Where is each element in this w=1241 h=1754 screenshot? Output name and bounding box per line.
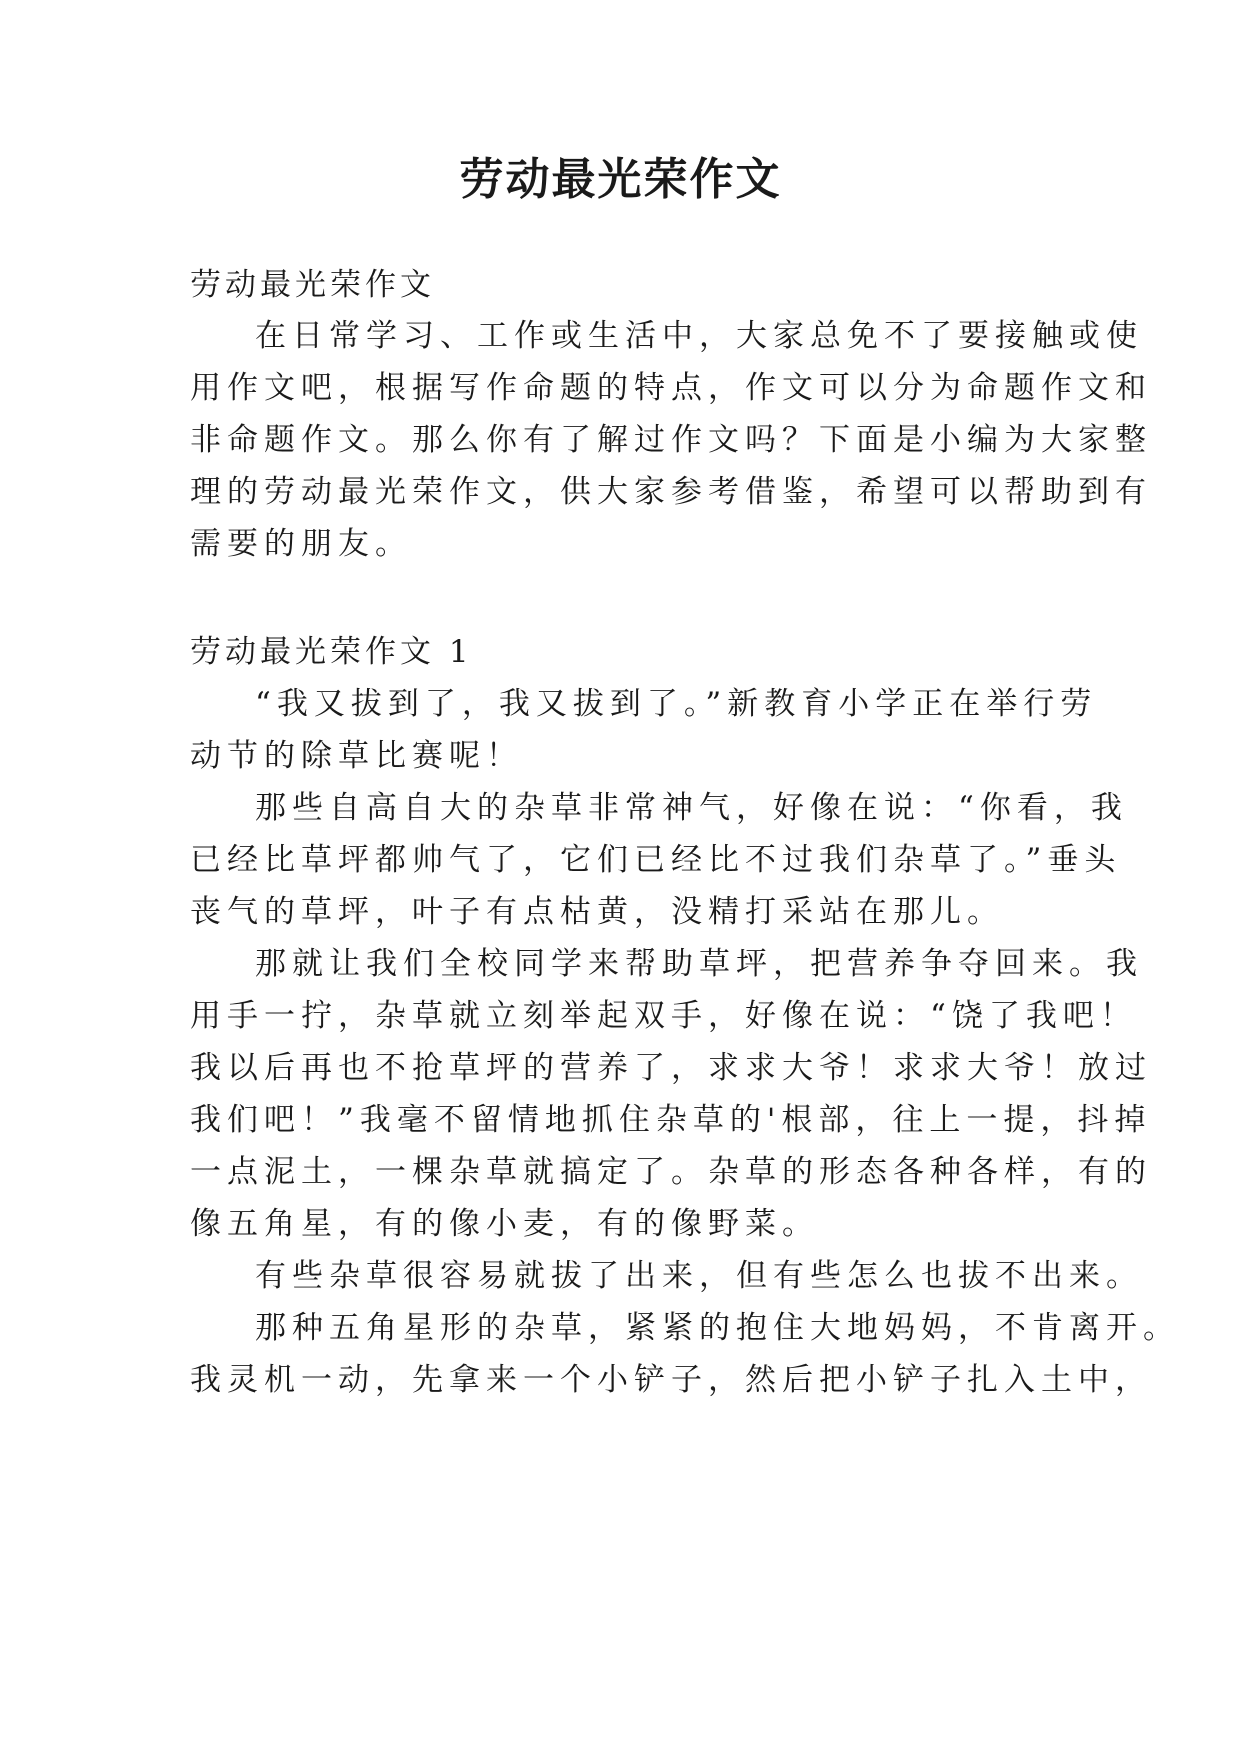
intro-heading: 劳动最光荣作文 — [190, 267, 435, 303]
intro-line: 理的劳动最光荣作文，供大家参考借鉴，希望可以帮助到有 — [190, 474, 1152, 510]
paragraph-line: 丧气的草坪，叶子有点枯黄，没精打采站在那儿。 — [190, 894, 1004, 930]
paragraph-line: 动节的除草比赛呢！ — [190, 738, 523, 774]
paragraph-line: 我灵机一动，先拿来一个小铲子，然后把小铲子扎入土中， — [190, 1362, 1152, 1398]
intro-line: 在日常学习、工作或生活中，大家总免不了要接触或使 — [255, 318, 1143, 354]
paragraph-line: 那种五角星形的杂草，紧紧的抱住大地妈妈，不肯离开。 — [255, 1310, 1180, 1346]
paragraph-line: 像五角星，有的像小麦，有的像野菜。 — [190, 1206, 819, 1242]
paragraph-line: 我以后再也不抢草坪的营养了，求求大爷！求求大爷！放过 — [190, 1050, 1152, 1086]
paragraph-line: 那就让我们全校同学来帮助草坪，把营养争夺回来。我 — [255, 946, 1143, 982]
document-title: 劳动最光荣作文 — [459, 154, 782, 205]
paragraph-line: 已经比草坪都帅气了，它们已经比不过我们杂草了。”垂头 — [190, 842, 1122, 878]
paragraph-line: 用手一拧，杂草就立刻举起双手，好像在说：“饶了我吧！ — [190, 998, 1137, 1034]
paragraph-line: “我又拔到了，我又拔到了。”新教育小学正在举行劳 — [255, 686, 1098, 722]
intro-line: 需要的朋友。 — [190, 526, 412, 562]
paragraph-line: 有些杂草很容易就拔了出来，但有些怎么也拔不出来。 — [255, 1258, 1143, 1294]
paragraph-line: 那些自高自大的杂草非常神气，好像在说：“你看，我 — [255, 790, 1128, 826]
section-heading: 劳动最光荣作文 1 — [190, 634, 473, 670]
intro-line: 非命题作文。那么你有了解过作文吗？下面是小编为大家整 — [190, 422, 1152, 458]
intro-line: 用作文吧，根据写作命题的特点，作文可以分为命题作文和 — [190, 370, 1152, 406]
paragraph-line: 一点泥土，一棵杂草就搞定了。杂草的形态各种各样，有的 — [190, 1154, 1152, 1190]
paragraph-line: 我们吧！”我毫不留情地抓住杂草的'根部，往上一提，抖掉 — [190, 1102, 1152, 1138]
